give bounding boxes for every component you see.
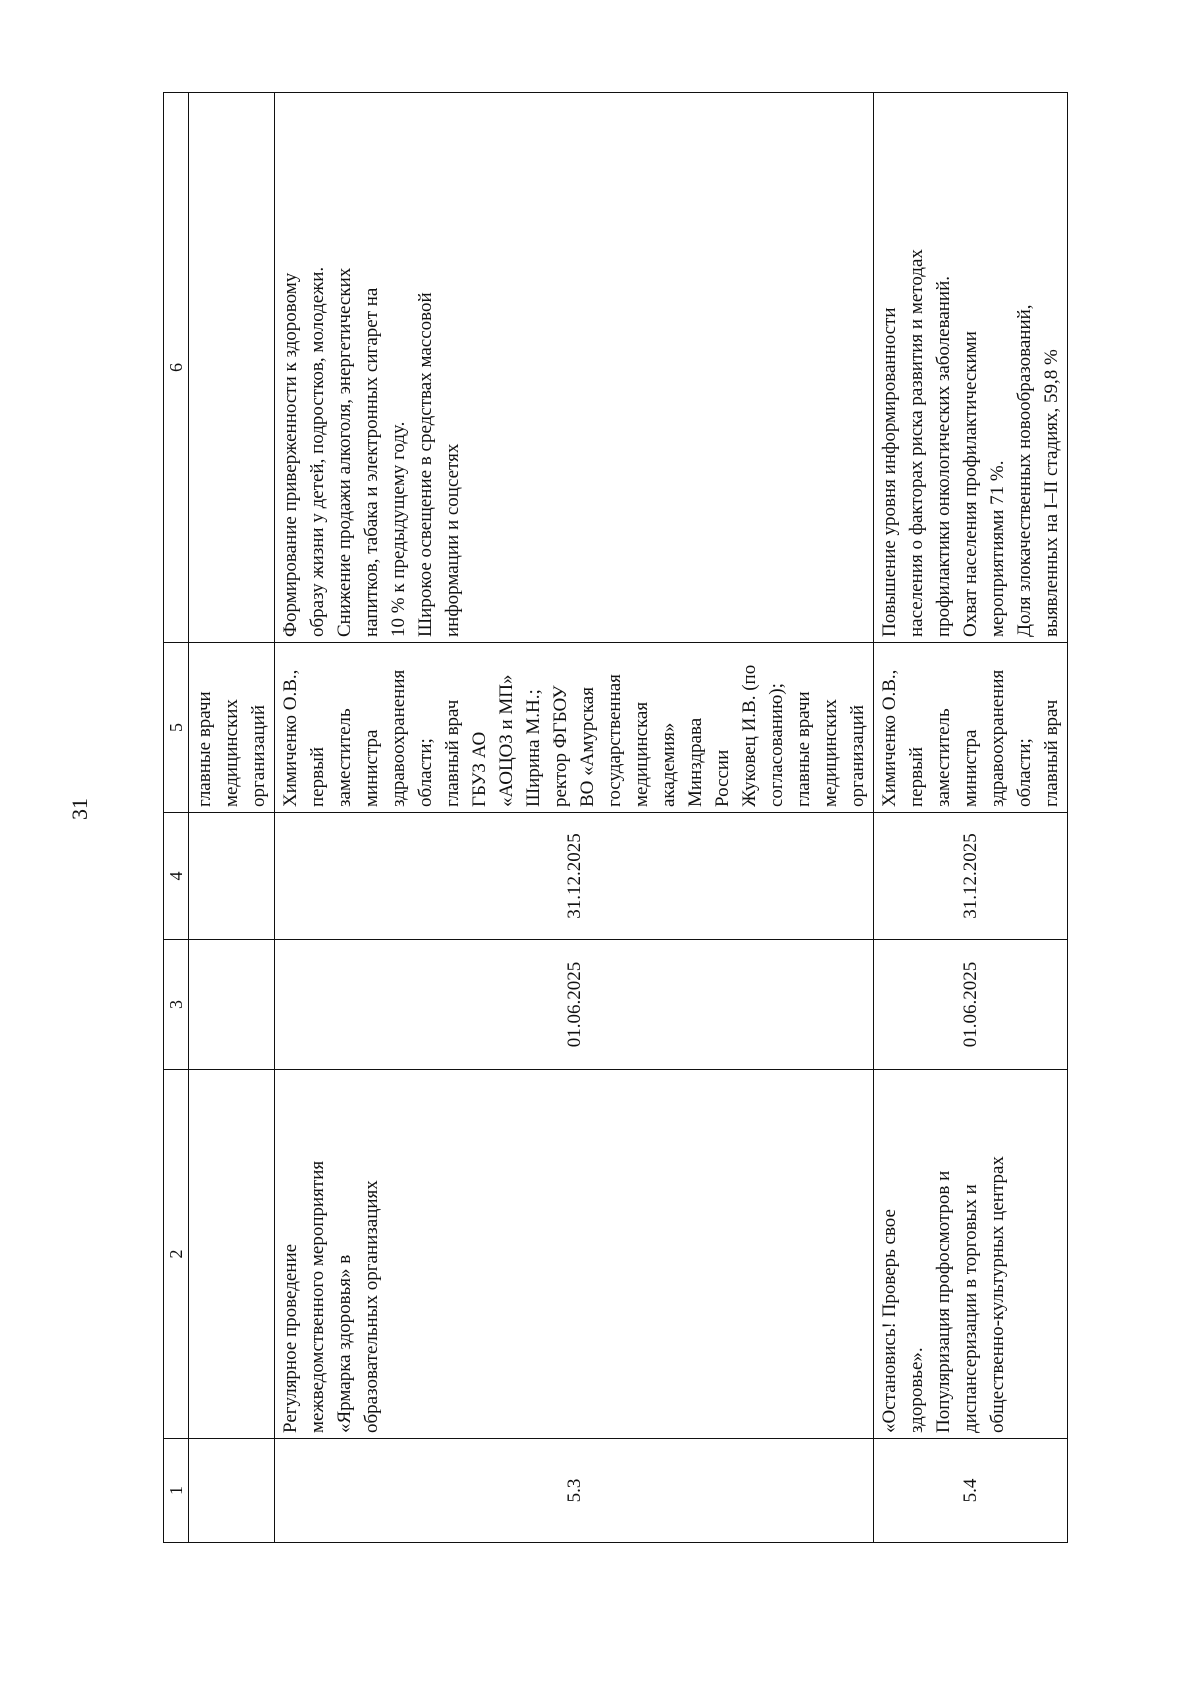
- end-date-cell: [189, 813, 275, 940]
- activity-cell: [189, 1070, 275, 1439]
- activity-cell: «Остановись! Проверь свое здоровье». Популяризация профосмотров и диспансеризации в торговых и общественно-культурных центрах: [874, 1070, 1068, 1439]
- activity-cell: Регулярное проведение межведомственного мероприятия «Ярмарка здоровья» в образовательных организациях: [275, 1070, 874, 1439]
- column-number-3: 3: [164, 940, 189, 1070]
- start-date-cell: 01.06.2025: [874, 940, 1068, 1070]
- column-number-2: 2: [164, 1070, 189, 1439]
- item-number-cell: 5.3: [275, 1439, 874, 1543]
- start-date-cell: [189, 940, 275, 1070]
- column-number-1: 1: [164, 1439, 189, 1543]
- table-row-5-4: [874, 93, 1068, 1543]
- result-cell: [189, 93, 275, 643]
- column-number-6: 6: [164, 93, 189, 643]
- item-number-cell: [189, 1439, 275, 1543]
- end-date-cell: 31.12.2025: [874, 813, 1068, 940]
- responsible-cell: Химиченко О.В., первый заместитель министра здравоохранения области; главный врач ГБУЗ АО «АОЦОЗ и МП» Ширина М.Н.; ректор ФГБОУ ВО «Амурская государственная медицинская академия» Минздрава России Жуковец И.В. (по согласованию); главные врачи медицинских организаций: [275, 643, 874, 813]
- end-date-cell: 31.12.2025: [275, 813, 874, 940]
- action-plan-table: [163, 92, 1068, 1543]
- rotated-page-content: [163, 93, 1062, 1543]
- table-row-continuation: [189, 93, 275, 1543]
- column-number-4: 4: [164, 813, 189, 940]
- column-number-5: 5: [164, 643, 189, 813]
- responsible-cell: Химиченко О.В., первый заместитель министра здравоохранения области; главный врач: [874, 643, 1068, 813]
- result-cell: Повышение уровня информированности населения о факторах риска развития и методах профилактики онкологических заболеваний. Охват населения профилактическими мероприятиями 71 %. Доля злокачественных новообразований, выявленных на I–II стадиях, 59,8 %: [874, 93, 1068, 643]
- start-date-cell: 01.06.2025: [275, 940, 874, 1070]
- page-number: 31: [67, 798, 92, 820]
- responsible-cell: главные врачи медицинских организаций: [189, 643, 275, 813]
- header-row: [164, 93, 189, 1543]
- item-number-cell: 5.4: [874, 1439, 1068, 1543]
- table-row-5-3: [275, 93, 874, 1543]
- result-cell: Формирование приверженности к здоровому образу жизни у детей, подростков, молодежи. Снижение продажи алкоголя, энергетических напитков, табака и электронных сигарет на 10 % к предыдущему году. Широкое освещение в средствах массовой информации и соцсетях: [275, 93, 874, 643]
